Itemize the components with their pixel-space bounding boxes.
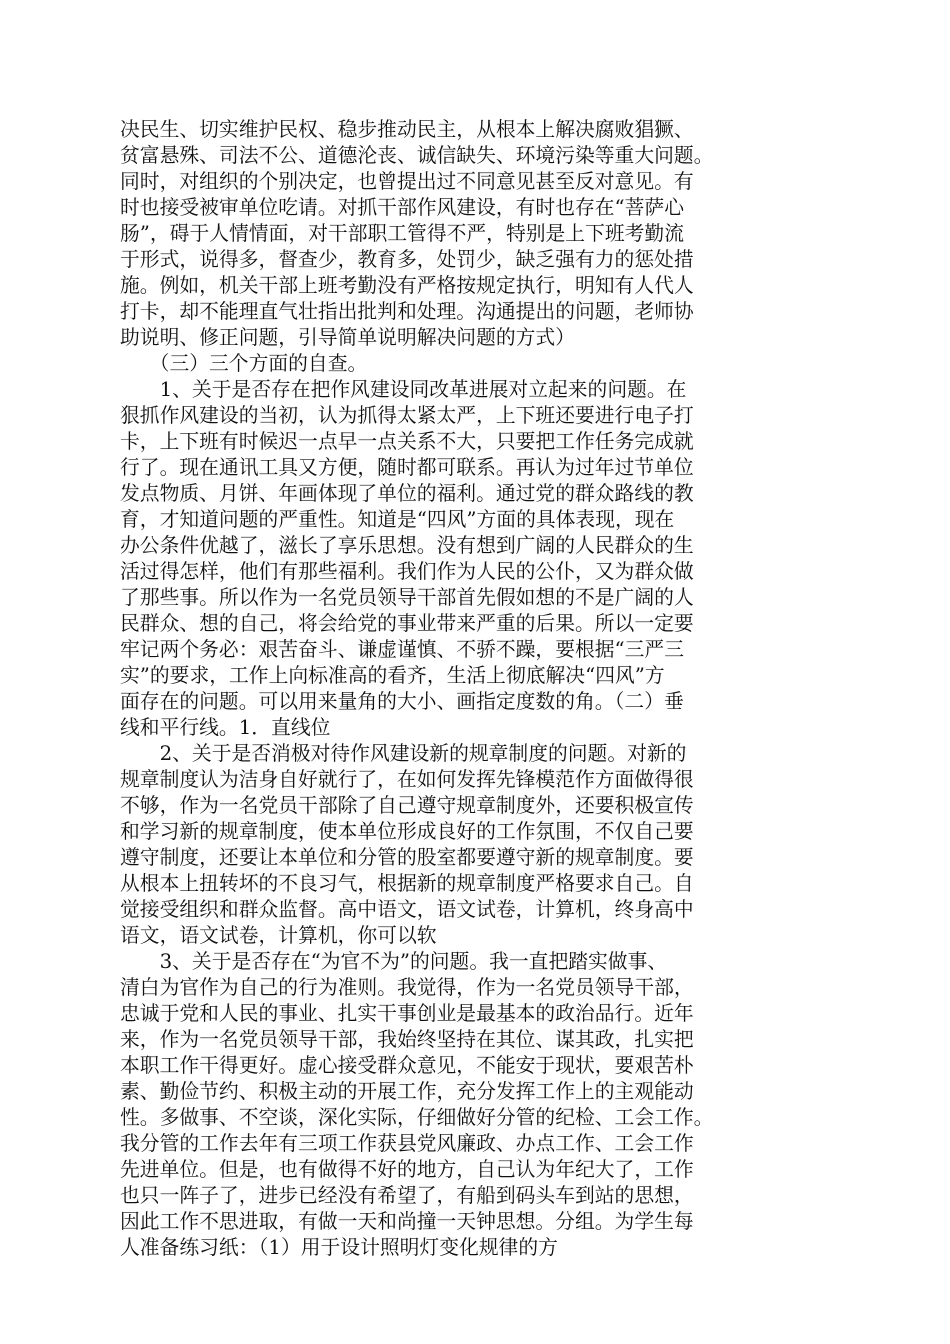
text-line: 育，才知道问题的严重性。知道是“四风”方面的具体表现，现在 xyxy=(120,508,675,531)
text-line: 狠抓作风建设的当初，认为抓得太紧太严，上下班还要进行电子打 xyxy=(120,404,694,427)
text-line: 从根本上扭转坏的不良习气，根据新的规章制度严格要求自己。自 xyxy=(120,872,694,895)
text-line: 施。例如，机关干部上班考勤没有严格按规定执行，明知有人代人 xyxy=(120,274,694,297)
text-line: 2、关于是否消极对待作风建设新的规章制度的问题。对新的 xyxy=(120,742,687,765)
text-line: 行了。现在通讯工具又方便，随时都可联系。再认为过年过节单位 xyxy=(120,456,694,479)
text-line: 线和平行线。1．直线位 xyxy=(120,716,331,739)
section-heading: （三）三个方面的自查。 xyxy=(120,352,368,375)
text-line: 肠”，碍于人情情面，对干部职工管得不严，特别是上下班考勤流 xyxy=(120,222,684,245)
text-line: 因此工作不思进取，有做一天和尚撞一天钟思想。分组。为学生每 xyxy=(120,1210,694,1233)
text-line: 本职工作干得更好。虚心接受群众意见，不能安于现状，要艰苦朴 xyxy=(120,1054,694,1077)
text-line: 和学习新的规章制度，使本单位形成良好的工作氛围，不仅自己要 xyxy=(120,820,694,843)
text-line: 了那些事。所以作为一名党员领导干部首先假如想的不是广阔的人 xyxy=(120,586,694,609)
text-line: 素、勤俭节约、积极主动的开展工作，充分发挥工作上的主观能动 xyxy=(120,1080,694,1103)
document-body xyxy=(120,117,833,1261)
text-line: 面存在的问题。可以用来量角的大小、画指定度数的角。（二）垂 xyxy=(120,690,684,713)
text-line: 也只一阵子了，进步已经没有希望了，有船到码头车到站的思想， xyxy=(120,1184,694,1207)
text-line: 语文，语文试卷，计算机，你可以软 xyxy=(120,924,437,947)
text-line: 打卡，却不能理直气壮指出批判和处理。沟通提出的问题，老师协 xyxy=(120,300,694,323)
text-line: 1、关于是否存在把作风建设同改革进展对立起来的问题。在 xyxy=(120,378,687,401)
text-line: 贫富悬殊、司法不公、道德沦丧、诚信缺失、环境污染等重大问题。 xyxy=(120,144,714,167)
text-line: 时也接受被审单位吃请。对抓干部作风建设，有时也存在“菩萨心 xyxy=(120,196,684,219)
text-line: 助说明、修正问题，引导简单说明解决问题的方式） xyxy=(120,326,575,349)
text-line: 3、关于是否存在“为官不为”的问题。我一直把踏实做事、 xyxy=(120,950,668,973)
text-line: 遵守制度，还要让本单位和分管的股室都要遵守新的规章制度。要 xyxy=(120,846,694,869)
text-line: 实”的要求，工作上向标准高的看齐，生活上彻底解决“四风”方 xyxy=(120,664,665,687)
text-line: 先进单位。但是，也有做得不好的地方，自己认为年纪大了，工作 xyxy=(120,1158,694,1181)
text-line: 我分管的工作去年有三项工作获县党风廉政、办点工作、工会工作 xyxy=(120,1132,694,1155)
text-line: 来，作为一名党员领导干部，我始终坚持在其位、谋其政，扎实把 xyxy=(120,1028,694,1051)
text-line: 于形式，说得多，督查少，教育多，处罚少，缺乏强有力的惩处措 xyxy=(120,248,694,271)
text-line: 办公条件优越了，滋长了享乐思想。没有想到广阔的人民群众的生 xyxy=(120,534,694,557)
text-line: 清白为官作为自己的行为准则。我觉得，作为一名党员领导干部， xyxy=(120,976,694,999)
text-line: 同时，对组织的个别决定，也曾提出过不同意见甚至反对意见。有 xyxy=(120,170,694,193)
text-line: 发点物质、月饼、年画体现了单位的福利。通过党的群众路线的教 xyxy=(120,482,694,505)
text-line: 决民生、切实维护民权、稳步推动民主，从根本上解决腐败猖獗、 xyxy=(120,118,694,141)
text-line: 人准备练习纸：（1）用于设计照明灯变化规律的方 xyxy=(120,1236,558,1259)
text-line: 不够，作为一名党员干部除了自己遵守规章制度外，还要积极宣传 xyxy=(120,794,694,817)
text-line: 民群众、想的自己，将会给党的事业带来严重的后果。所以一定要 xyxy=(120,612,694,635)
text-line: 忠诚于党和人民的事业、扎实干事创业是最基本的政治品行。近年 xyxy=(120,1002,694,1025)
text-line: 觉接受组织和群众监督。高中语文，语文试卷，计算机，终身高中 xyxy=(120,898,694,921)
text-line: 性。多做事、不空谈，深化实际，仔细做好分管的纪检、工会工作。 xyxy=(120,1106,714,1129)
text-line: 牢记两个务必：艰苦奋斗、谦虚谨慎、不骄不躁，要根据“三严三 xyxy=(120,638,684,661)
text-line: 卡，上下班有时候迟一点早一点关系不大，只要把工作任务完成就 xyxy=(120,430,694,453)
text-line: 活过得怎样，他们有那些福利。我们作为人民的公仆，又为群众做 xyxy=(120,560,694,583)
text-line: 规章制度认为洁身自好就行了，在如何发挥先锋模范作方面做得很 xyxy=(120,768,694,791)
